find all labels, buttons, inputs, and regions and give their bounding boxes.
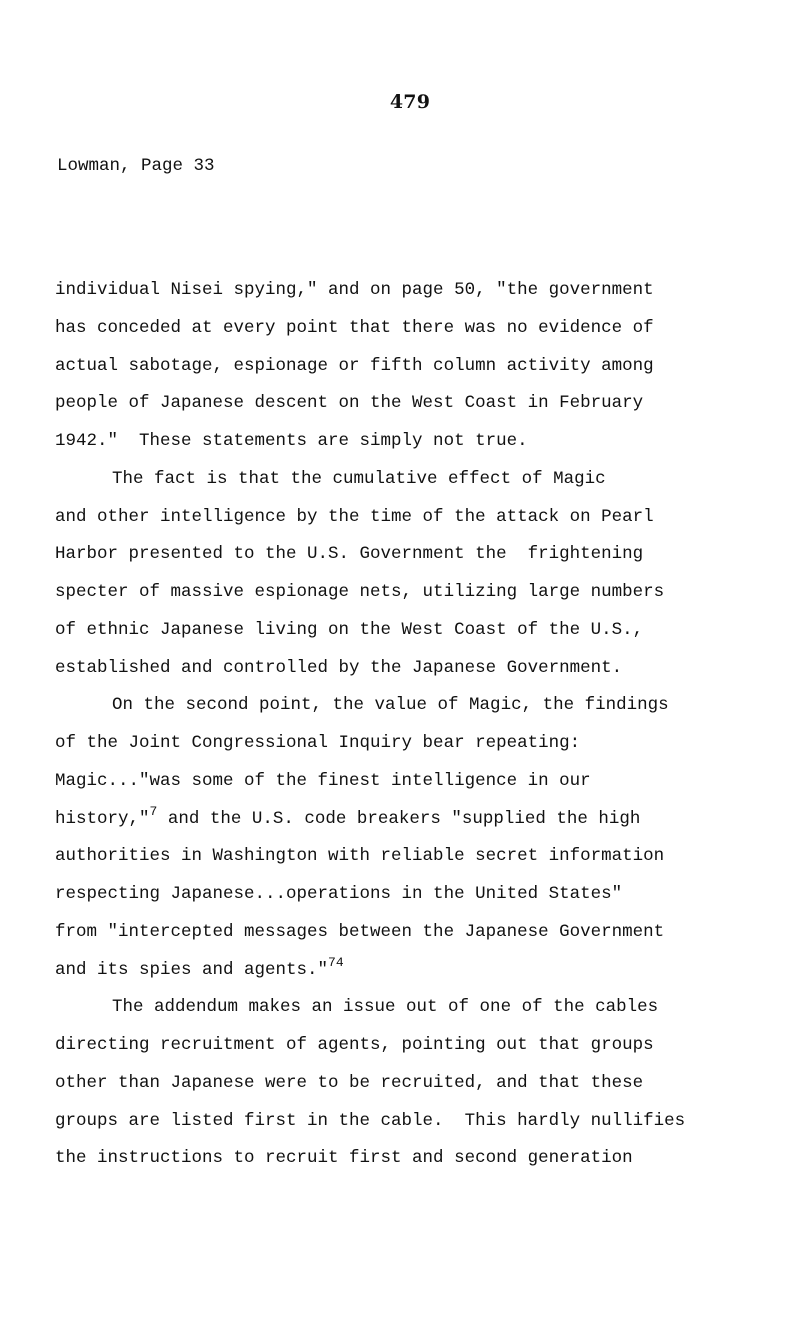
- text-line: Harbor presented to the U.S. Government the frightening: [55, 544, 644, 565]
- body-text: [55, 272, 755, 1178]
- text-line: people of Japanese descent on the West Coast in February: [55, 393, 644, 414]
- text-line: groups are listed first in the cable. This hardly nullifies: [55, 1110, 686, 1131]
- text-line: individual Nisei spying," and on page 50, "the government: [55, 280, 654, 300]
- text-line: from "intercepted messages between the Japanese Government: [55, 921, 665, 942]
- text-line: actual sabotage, espionage or fifth column activity among: [55, 355, 654, 376]
- page-number: 479: [389, 91, 431, 113]
- text-line: specter of massive espionage nets, utilizing large numbers: [55, 582, 665, 602]
- text-segment: and the U.S. code breakers "supplied the high: [157, 808, 641, 829]
- paragraph-first-line: The fact is that the cumulative effect of Magic: [112, 468, 606, 489]
- paragraph-first-line: On the second point, the value of Magic, the findings: [112, 695, 669, 716]
- text-line: Magic..."was some of the finest intelligence in our: [55, 770, 591, 791]
- text-line: [55, 801, 755, 839]
- footnote-marker: 74: [328, 954, 344, 970]
- text-line: directing recruitment of agents, pointing out that groups: [55, 1035, 654, 1055]
- paragraph-first-line: The addendum makes an issue out of one of the cables: [112, 997, 659, 1018]
- text-line: has conceded at every point that there was no evidence of: [55, 317, 654, 338]
- text-line: [55, 952, 755, 990]
- text-line: and other intelligence by the time of the attack on Pearl: [55, 506, 654, 527]
- text-line: 1942." These statements are simply not true.: [55, 431, 528, 451]
- text-line: authorities in Washington with reliable secret information: [55, 846, 665, 867]
- text-line: established and controlled by the Japanese Government.: [55, 657, 623, 678]
- text-line: of ethnic Japanese living on the West Coast of the U.S.,: [55, 619, 644, 640]
- text-line: the instructions to recruit first and second generation: [55, 1148, 633, 1169]
- text-line: other than Japanese were to be recruited, and that these: [55, 1072, 644, 1093]
- text-line: of the Joint Congressional Inquiry bear repeating:: [55, 733, 581, 753]
- text-line: respecting Japanese...operations in the United States": [55, 884, 623, 904]
- running-header: Lowman, Page 33: [57, 156, 215, 176]
- footnote-marker: 7: [149, 803, 158, 819]
- text-segment: history,": [55, 808, 150, 829]
- text-segment: and its spies and agents.": [55, 959, 329, 980]
